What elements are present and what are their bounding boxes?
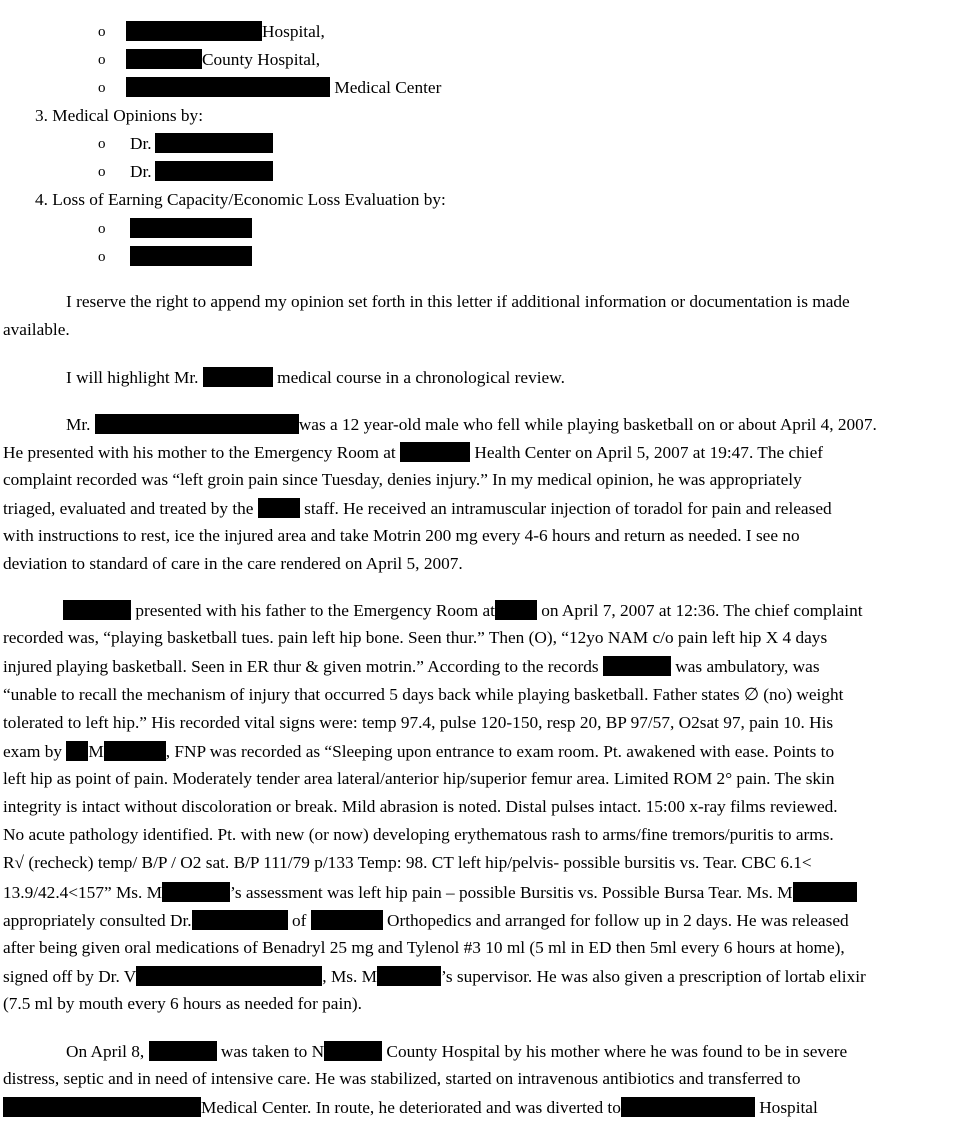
redaction-bar [495, 600, 537, 620]
redaction-bar [3, 1097, 201, 1117]
bullet-icon: o [98, 136, 106, 152]
redaction-bar [603, 656, 671, 676]
paragraph-line: R√ (recheck) temp/ B/P / O2 sat. B/P 111/79 p/133 Temp: 98. CT left hip/pelvis- possible bursitis vs. Tear. CBC 6.1< [3, 853, 812, 872]
paragraph-line: Mr. was a 12 year-old male who fell while playing basketball on or about April 4, 2007. [66, 415, 877, 434]
paragraph-line: tolerated to left hip.” His recorded vital signs were: temp 97.4, pulse 120-150, resp 20, BP 97/57, O2sat 97, pain 10. His [3, 713, 834, 732]
bullet-icon: o [98, 221, 106, 237]
redaction-bar [311, 910, 383, 930]
paragraph-line: I will highlight Mr. medical course in a chronological review. [66, 368, 565, 387]
redaction-bar [400, 442, 470, 462]
paragraph-line: injured playing basketball. Seen in ER thur & given motrin.” According to the records was ambulatory, was [3, 657, 820, 676]
redaction-bar [63, 600, 131, 620]
redaction-bar [377, 966, 441, 986]
list-item: Dr. [130, 133, 273, 154]
redaction-bar [258, 498, 300, 518]
paragraph-line: On April 8, was taken to N County Hospital by his mother where he was found to be in severe [66, 1042, 848, 1061]
redaction-bar [104, 741, 166, 761]
bullet-icon: o [98, 164, 106, 180]
section-heading: 3. Medical Opinions by: [35, 106, 203, 125]
redaction-bar [66, 741, 88, 761]
list-item: County Hospital, [126, 49, 320, 70]
redaction-bar [136, 966, 322, 986]
redaction-bar [621, 1097, 755, 1117]
paragraph-line: 13.9/42.4<157” Ms. M ’s assessment was left hip pain – possible Bursitis vs. Possible Bursa Tear. Ms. M [3, 882, 857, 903]
paragraph-line: complaint recorded was “left groin pain since Tuesday, denies injury.” In my medical opinion, he was appropriately [3, 470, 802, 489]
list-item: Medical Center [126, 77, 441, 98]
redaction-bar [192, 910, 288, 930]
paragraph-line: with instructions to rest, ice the injured area and take Motrin 200 mg every 4-6 hours and return as needed. I see no [3, 526, 800, 545]
redaction-bar [126, 21, 262, 41]
paragraph-line: signed off by Dr. V , Ms. M ’s supervisor. He was also given a prescription of lortab elixir [3, 967, 866, 986]
paragraph-line: integrity is intact without discoloration or break. Mild abrasion is noted. Distal pulses intact. 15:00 x-ray films reviewed. [3, 797, 838, 816]
section-heading: 4. Loss of Earning Capacity/Economic Loss Evaluation by: [35, 190, 446, 209]
redaction-bar [324, 1041, 382, 1061]
redaction-bar [149, 1041, 217, 1061]
redaction-bar [130, 218, 252, 238]
list-item: Hospital, [126, 21, 325, 42]
list-item [130, 246, 252, 267]
paragraph-line: after being given oral medications of Benadryl 25 mg and Tylenol #3 10 ml (5 ml in ED then 5ml every 6 hours at home), [3, 938, 845, 957]
redaction-bar [126, 49, 202, 69]
paragraph-line: left hip as point of pain. Moderately tender area lateral/anterior hip/superior femur area. Limited ROM 2° pain. The skin [3, 769, 835, 788]
bullet-icon: o [98, 24, 106, 40]
redaction-bar [203, 367, 273, 387]
paragraph-line: Medical Center. In route, he deteriorated and was diverted to Hospital [3, 1097, 818, 1118]
redaction-bar [793, 882, 857, 902]
paragraph-line: available. [3, 320, 70, 339]
paragraph-line: (7.5 ml by mouth every 6 hours as needed for pain). [3, 994, 362, 1013]
redaction-bar [155, 161, 273, 181]
paragraph-line: appropriately consulted Dr. of Orthopedics and arranged for follow up in 2 days. He was released [3, 911, 849, 930]
redaction-bar [155, 133, 273, 153]
bullet-icon: o [98, 249, 106, 265]
list-item: Dr. [130, 161, 273, 182]
paragraph-line: I reserve the right to append my opinion set forth in this letter if additional information or documentation is made [66, 292, 850, 311]
paragraph-line: presented with his father to the Emergency Room at on April 7, 2007 at 12:36. The chief complaint [63, 600, 863, 621]
redaction-bar [126, 77, 330, 97]
paragraph-line: “unable to recall the mechanism of injury that occurred 5 days back while playing basketball. Father states ∅ (no) weight [3, 685, 844, 704]
paragraph-line: He presented with his mother to the Emergency Room at Health Center on April 5, 2007 at 19:47. The chief [3, 443, 823, 462]
redaction-bar [95, 414, 299, 434]
paragraph-line: No acute pathology identified. Pt. with new (or now) developing erythematous rash to arms/fine tremors/puritis to arms. [3, 825, 834, 844]
paragraph-line: triaged, evaluated and treated by the staff. He received an intramuscular injection of toradol for pain and released [3, 499, 832, 518]
paragraph-line: exam by M , FNP was recorded as “Sleeping upon entrance to exam room. Pt. awakened with ease. Points to [3, 742, 835, 761]
redaction-bar [130, 246, 252, 266]
list-item [130, 218, 252, 239]
paragraph-line: distress, septic and in need of intensive care. He was stabilized, started on intravenous antibiotics and transferred to [3, 1069, 801, 1088]
bullet-icon: o [98, 52, 106, 68]
bullet-icon: o [98, 80, 106, 96]
redaction-bar [162, 882, 230, 902]
paragraph-line: recorded was, “playing basketball tues. pain left hip bone. Seen thur.” Then (O), “12yo NAM c/o pain left hip X 4 days [3, 628, 828, 647]
paragraph-line: deviation to standard of care in the care rendered on April 5, 2007. [3, 554, 463, 573]
